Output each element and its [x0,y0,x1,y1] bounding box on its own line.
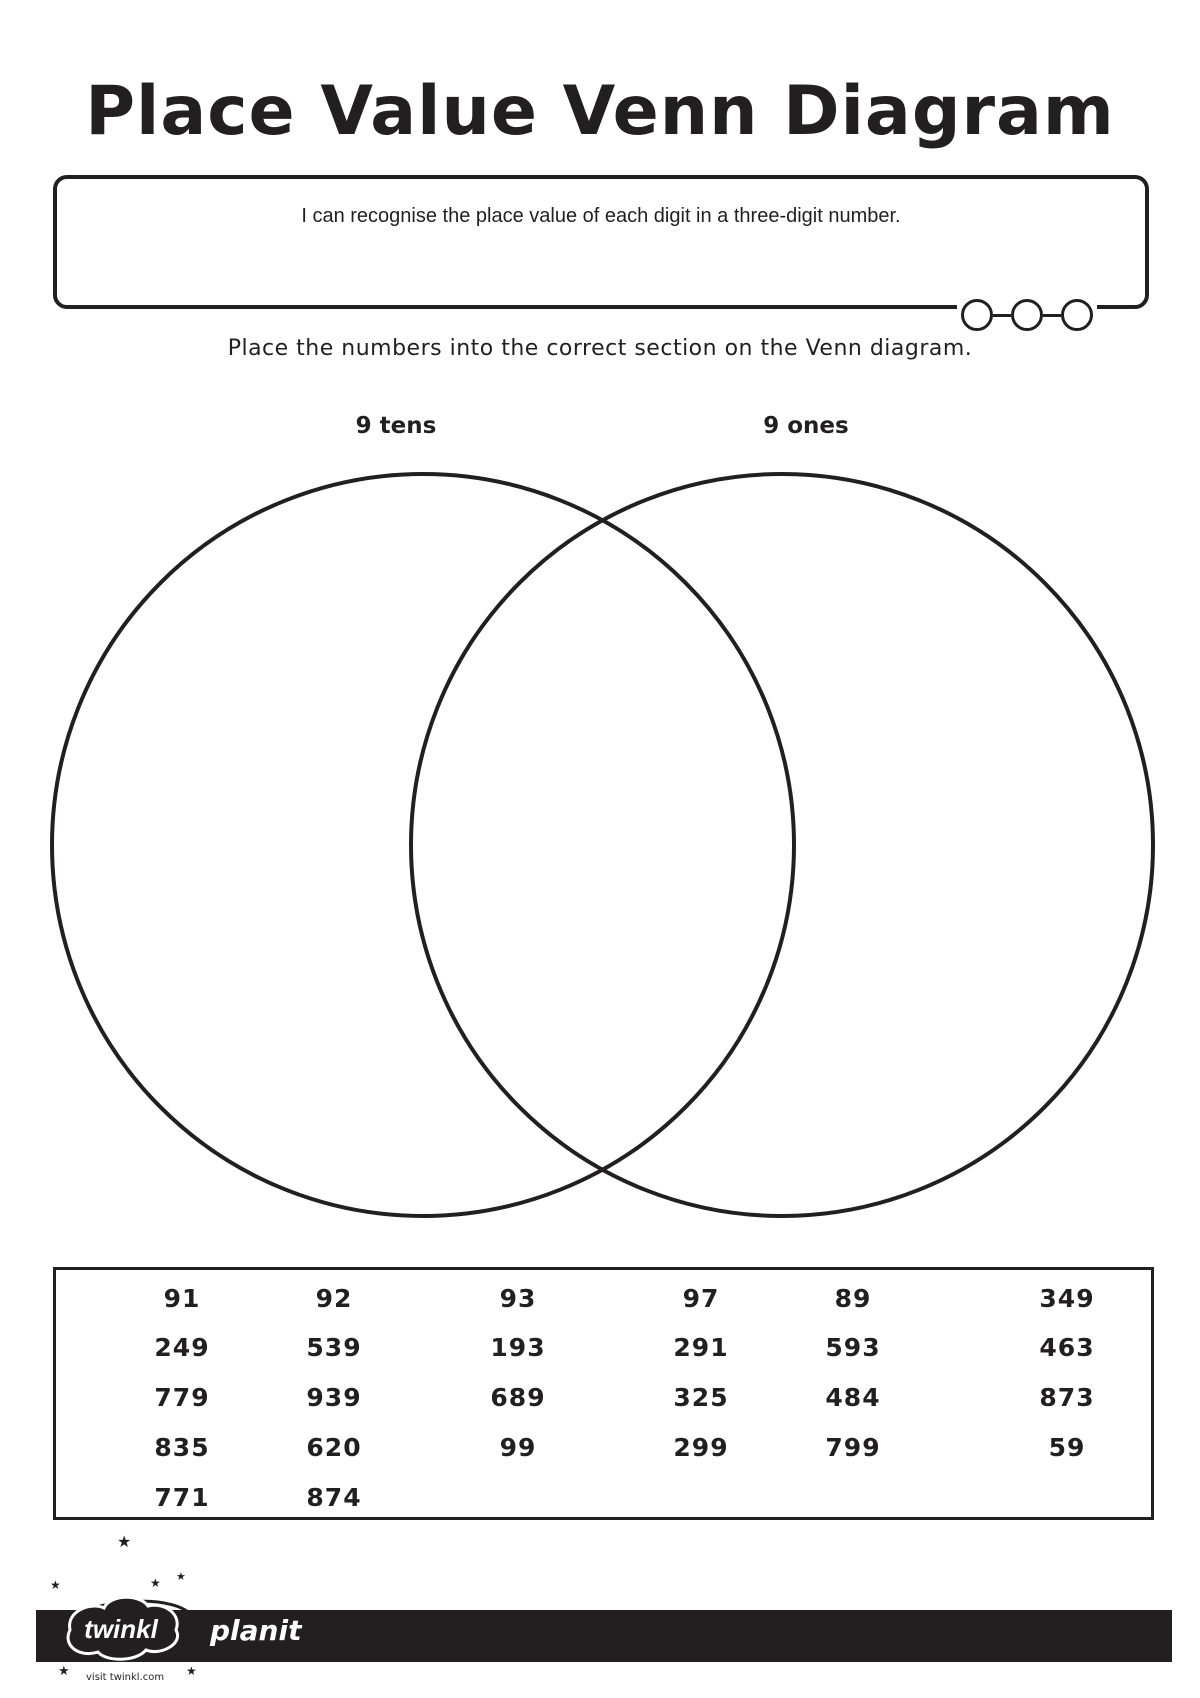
learning-objective-text: I can recognise the place value of each digit in a three-digit number. [301,205,901,227]
number-item[interactable]: 193 [490,1333,546,1362]
number-item[interactable]: 689 [490,1383,546,1412]
number-item[interactable]: 835 [154,1433,210,1462]
number-item[interactable]: 249 [154,1333,210,1362]
number-item[interactable]: 874 [306,1483,362,1512]
number-item[interactable]: 873 [1039,1383,1095,1412]
assessment-circle-2[interactable] [1011,299,1043,331]
star-icon: ★ [50,1578,61,1592]
number-item[interactable]: 939 [306,1383,362,1412]
twinkl-logo [48,1568,198,1668]
number-item[interactable]: 299 [673,1433,729,1462]
number-item[interactable]: 99 [499,1433,537,1462]
number-item[interactable]: 291 [673,1333,729,1362]
venn-label-ones: 9 ones [763,413,849,439]
number-item[interactable]: 349 [1039,1284,1095,1313]
number-item[interactable]: 620 [306,1433,362,1462]
venn-label-tens: 9 tens [355,413,437,439]
number-item[interactable]: 92 [315,1284,353,1313]
number-item[interactable]: 799 [825,1433,881,1462]
visit-twinkl-text: visit twinkl.com [86,1672,165,1683]
star-icon: ★ [150,1576,161,1590]
assessment-circle-1[interactable] [961,299,993,331]
star-icon: ★ [176,1570,186,1583]
star-icon: ★ [117,1532,132,1551]
page-title: Place Value Venn Diagram [85,72,1115,151]
venn-circle-tens[interactable] [52,474,794,1216]
circle-connector [993,314,1011,317]
venn-circle-ones[interactable] [411,474,1153,1216]
venn-diagram [0,455,1200,1255]
number-item[interactable]: 779 [154,1383,210,1412]
number-item[interactable]: 463 [1039,1333,1095,1362]
number-item[interactable]: 89 [834,1284,872,1313]
star-icon: ★ [186,1664,197,1678]
self-assessment-circles [957,295,1097,335]
number-item[interactable]: 325 [673,1383,729,1412]
assessment-circle-3[interactable] [1061,299,1093,331]
number-item[interactable]: 59 [1048,1433,1086,1462]
circle-connector [1043,314,1061,317]
number-item[interactable]: 97 [682,1284,720,1313]
number-bank [53,1267,1154,1520]
twinkl-logo-text: twinkl [84,1614,158,1644]
star-icon: ★ [58,1664,70,1679]
learning-objective-box [53,175,1149,309]
number-item[interactable]: 91 [163,1284,201,1313]
number-item[interactable]: 771 [154,1483,210,1512]
number-item[interactable]: 539 [306,1333,362,1362]
number-item[interactable]: 484 [825,1383,881,1412]
footer-bar [36,1610,1172,1662]
number-item[interactable]: 93 [499,1284,537,1313]
planit-logo-text: planit [210,1614,302,1647]
number-item[interactable]: 593 [825,1333,881,1362]
instruction-text: Place the numbers into the correct section on the Venn diagram. [227,336,973,361]
